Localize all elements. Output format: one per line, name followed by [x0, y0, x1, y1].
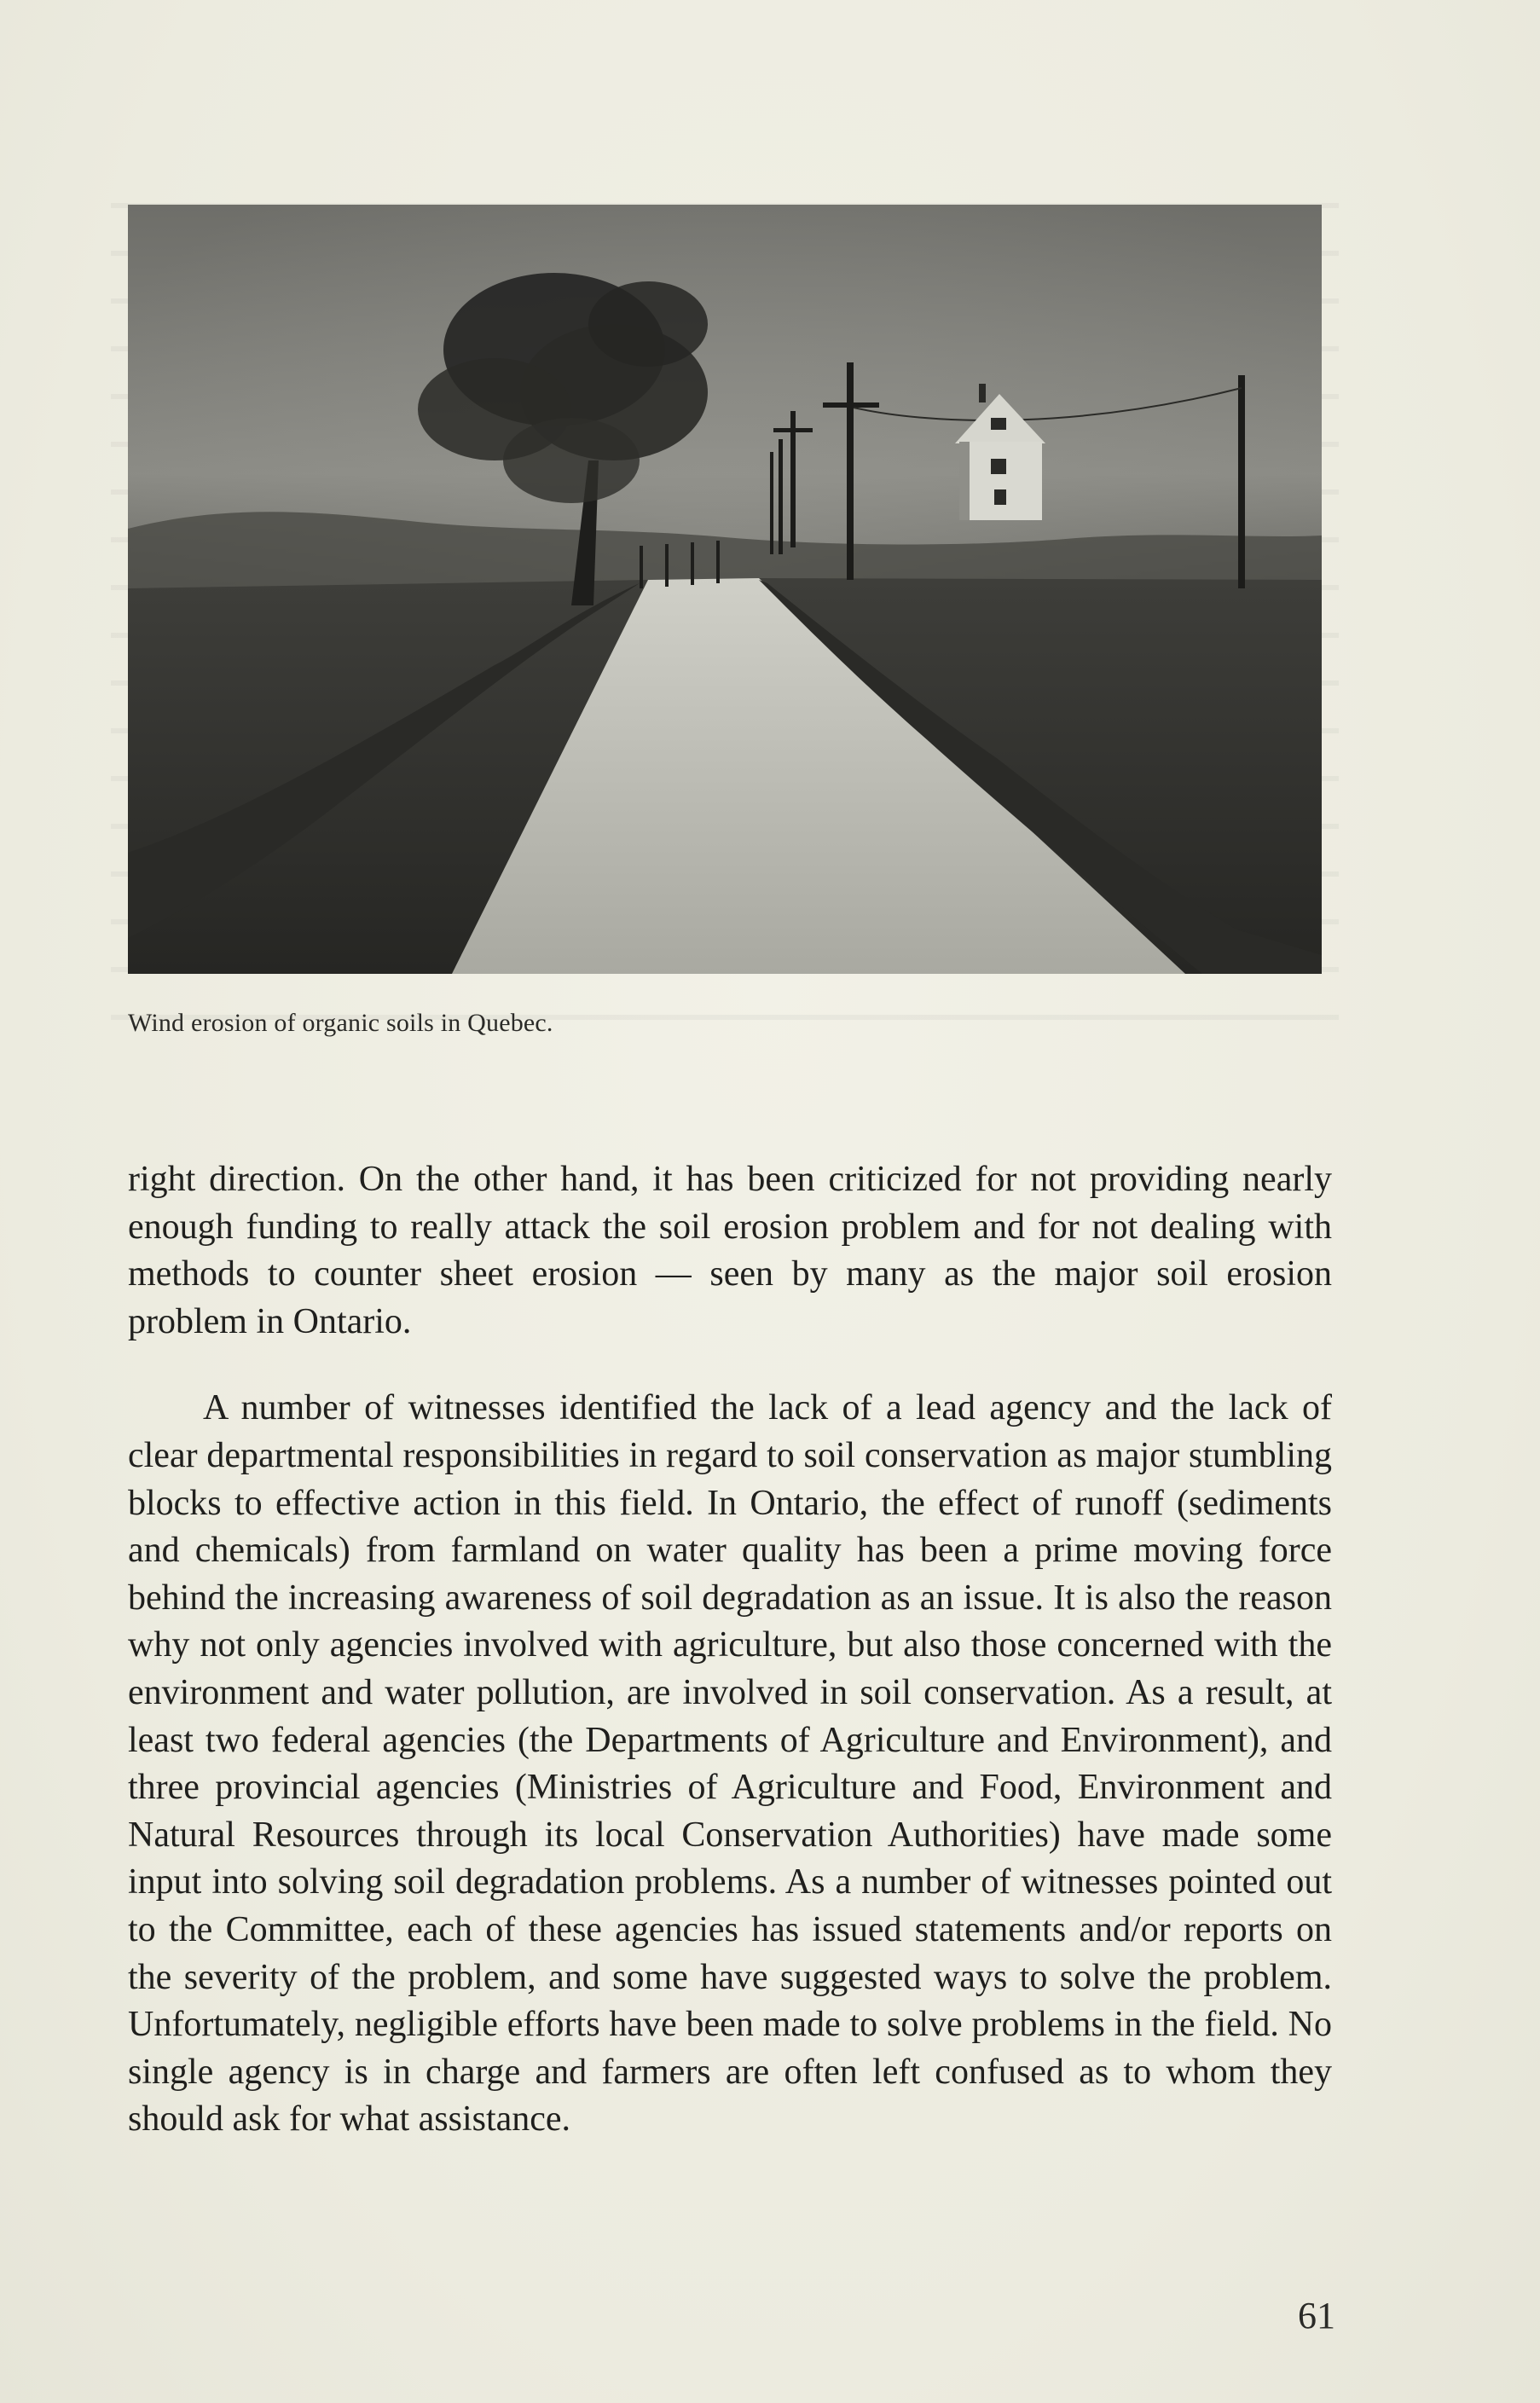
paragraph-continued: right direction. On the other hand, it has been criticized for not providing nearly enough funding to really attack the soil erosion problem and for not dealing with methods to counter sheet erosion — seen by many as the major soil erosion problem in Ontario. — [128, 1160, 1332, 1341]
figure-caption: Wind erosion of organic soils in Quebec. — [128, 1009, 553, 1037]
wind-erosion-photo — [128, 205, 1322, 974]
body-text — [128, 1156, 1332, 2144]
page-number: 61 — [1298, 2295, 1335, 2336]
paragraph-lead-agency: A number of witnesses identified the lack of a lead agency and the lack of clear departmental responsibilities in regard to soil conservation as major stumbling blocks to effective action in this field. In Ontario, the effect of runoff (sediments and chemicals) from farmland on water quality has been a prime moving force behind the increasing awareness of soil degradation as an issue. It is also the reason why not only agencies involved with agriculture, but also those concerned with the environment and water pollution, are involved in soil conservation. As a result, at least two federal agencies (the Departments of Agriculture and Environment), and three provincial agencies (Ministries of Agriculture and Food, Environment and Natural Resources through its local Conservation Authorities) have made some input into solving soil degradation problems. As a number of witnesses pointed out to the Committee, each of these agencies has issued statements and/or reports on the severity of the problem, and some have suggested ways to solve the problem. Unfortumately, negligible efforts have been made to solve problems in the field. No single agency is in charge and farmers are often left confused as to whom they should ask for what assistance. — [128, 1388, 1332, 2140]
